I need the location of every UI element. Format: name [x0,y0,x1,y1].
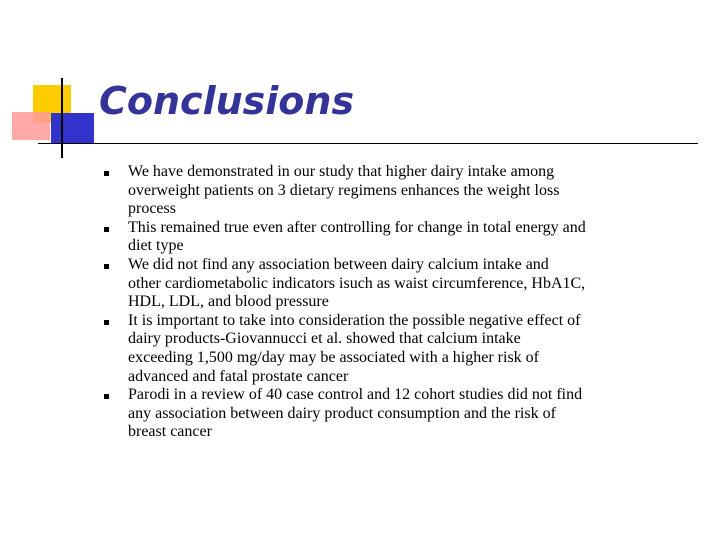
bullet-line: exceeding 1,500 mg/day may be associated with a higher risk of [128,348,539,366]
decorative-pink-rectangle [12,112,50,140]
bullet-item [104,256,704,312]
bullet-line: diet type [128,237,184,255]
decorative-vertical-line [61,78,63,158]
bullet-item [104,312,704,386]
bullet-item [104,219,704,256]
square-bullet-icon [104,171,109,176]
slide-title: Conclusions [99,79,355,123]
bullet-line: This remained true even after controlling for change in total energy and [128,218,586,236]
bullet-line: breast cancer [128,423,212,441]
title-underline [38,143,698,144]
bullet-text [128,386,704,442]
decorative-blue-square [51,113,94,144]
bullet-line: dairy products-Giovannucci et al. showed that calcium intake [128,330,521,348]
bullet-text [128,312,704,386]
bullet-line: Parodi in a review of 40 case control and 12 cohort studies did not find [128,386,583,404]
bullet-line: process [128,200,176,218]
bullet-line: other cardiometabolic indicators isuch as waist circumference, HbA1C, [128,274,586,292]
square-bullet-icon [104,264,109,269]
bullet-line: We did not find any association between dairy calcium intake and [128,255,549,273]
bullet-text [128,256,704,312]
bullet-text [128,163,704,219]
bullet-line: overweight patients on 3 dietary regimens enhances the weight loss [128,181,560,199]
bullet-line: advanced and fatal prostate cancer [128,367,349,385]
bullet-line: HDL, LDL, and blood pressure [128,293,329,311]
bullet-line: We have demonstrated in our study that higher dairy intake among [128,163,555,180]
bullet-list [104,163,704,442]
square-bullet-icon [104,394,109,399]
bullet-line: any association between dairy product consumption and the risk of [128,404,556,422]
bullet-text [128,219,704,256]
bullet-line: It is important to take into consideration the possible negative effect of [128,311,581,329]
square-bullet-icon [104,227,109,232]
bullet-item [104,386,704,442]
bullet-item [104,163,704,219]
square-bullet-icon [104,320,109,325]
